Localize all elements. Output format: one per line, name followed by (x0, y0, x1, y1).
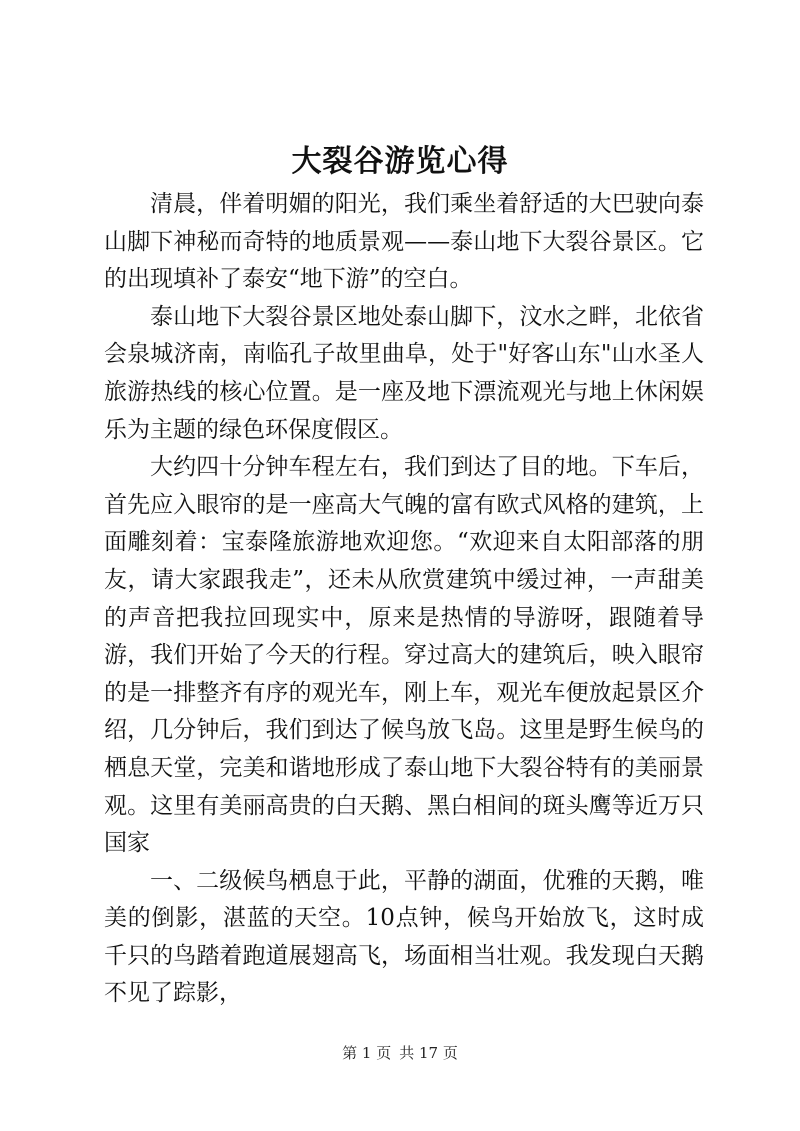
page-total: 共 17 页 (399, 1044, 458, 1062)
document-body (104, 186, 704, 1013)
paragraph-4: 一、二级候鸟栖息于此，平静的湖面，优雅的天鹅，唯美的倒影，湛蓝的天空。10点钟，候鸟开始放飞，这时成千只的鸟踏着跑道展翅高飞，场面相当壮观。我发现白天鹅不见了踪影， (104, 867, 704, 1007)
paragraph-1: 清晨，伴着明媚的阳光，我们乘坐着舒适的大巴驶向泰山脚下神秘而奇特的地质景观——泰山地下大裂谷景区。它的出现填补了泰安“地下游”的空白。 (104, 191, 704, 293)
page-number: 第 1 页 (342, 1044, 392, 1062)
paragraph-2: 泰山地下大裂谷景区地处泰山脚下，汶水之畔，北依省会泉城济南，南临孔子故里曲阜，处于"好客山东"山水圣人旅游热线的核心位置。是一座及地下漂流观光与地上休闲娱乐为主题的绿色环保度假区。 (104, 303, 704, 443)
page-footer (0, 1043, 800, 1063)
paragraph-3: 大约四十分钟车程左右，我们到达了目的地。下车后，首先应入眼帘的是一座高大气魄的富有欧式风格的建筑，上面雕刻着：宝泰隆旅游地欢迎您。“欢迎来自太阳部落的朋友，请大家跟我走”，还未从欣赏建筑中缓过神，一声甜美的声音把我拉回现实中，原来是热情的导游呀，跟随着导游，我们开始了今天的行程。穿过高大的建筑后，映入眼帘的是一排整齐有序的观光车，刚上车，观光车便放起景区介绍，几分钟后，我们到达了候鸟放飞岛。这里是野生候鸟的栖息天堂，完美和谐地形成了泰山地下大裂谷特有的美丽景观。这里有美丽高贵的白天鹅、黑白相间的斑头鹰等近万只国家 (104, 454, 704, 857)
document-title: 大裂谷游览心得 (291, 144, 509, 179)
